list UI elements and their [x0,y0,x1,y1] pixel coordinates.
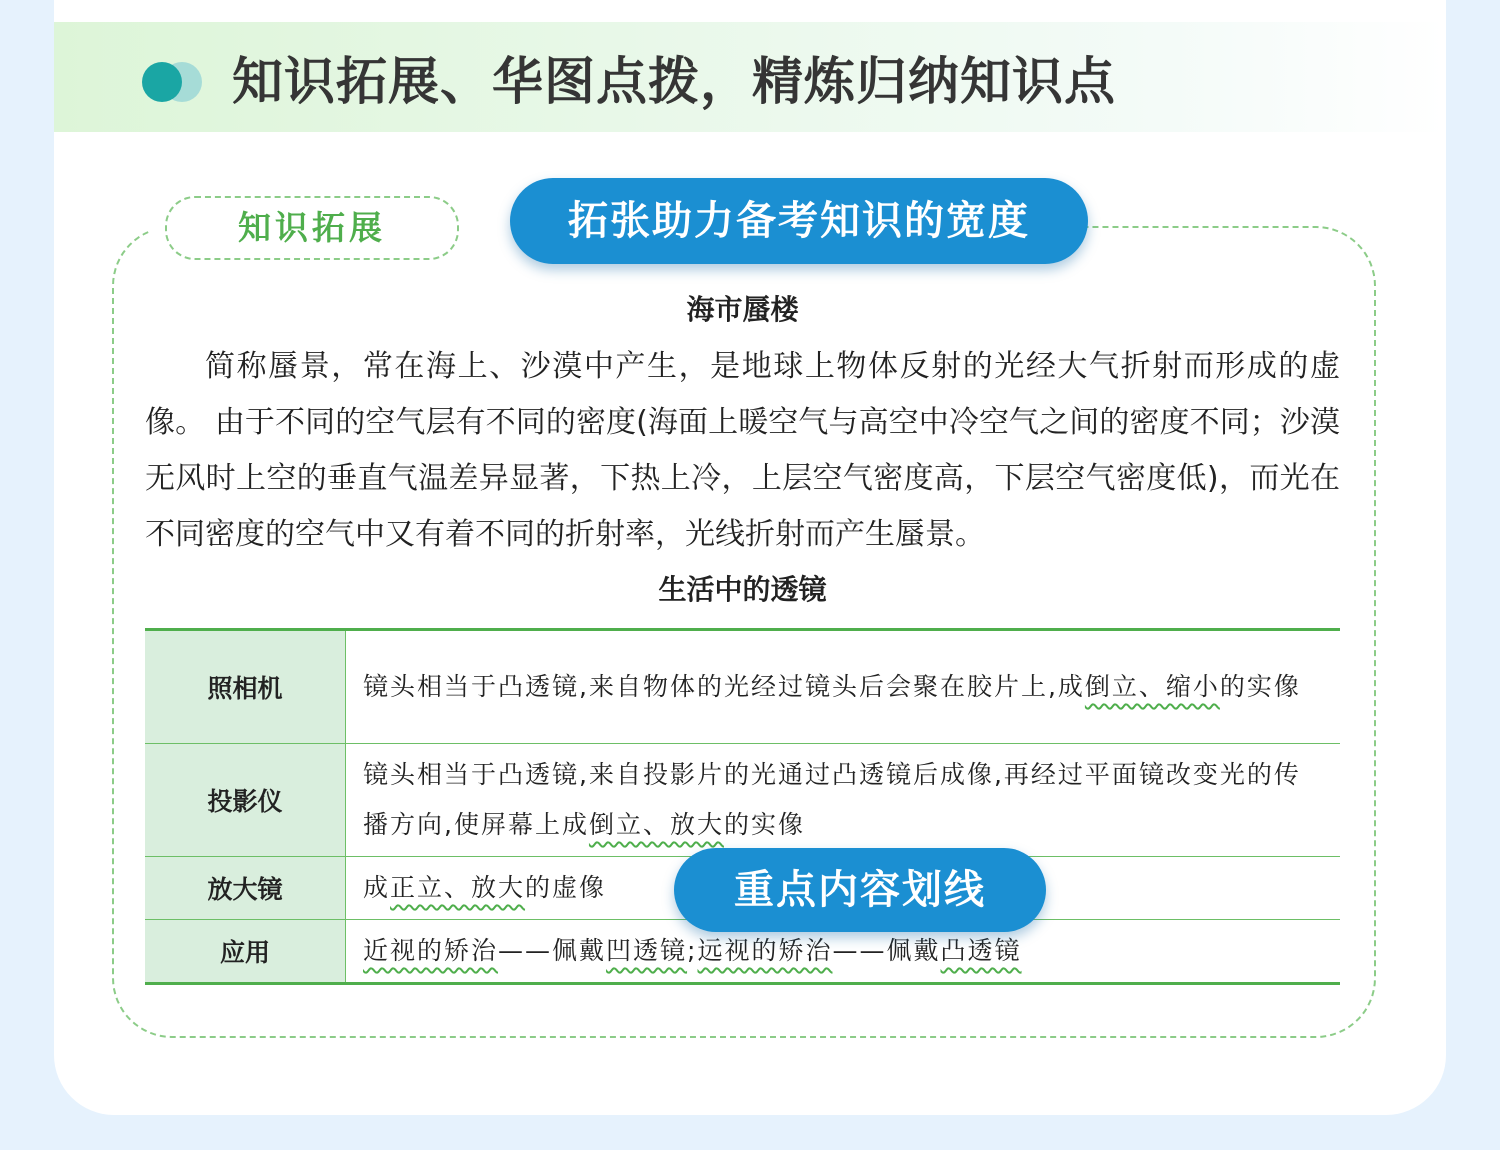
row-label: 放大镜 [145,857,346,920]
key-point-underline: 倒立、缩小 [1084,672,1220,701]
lens-title: 生活中的透镜 [658,573,827,606]
row-description [346,630,1341,744]
mirage-paragraph: 简称蜃景，常在海上、沙漠中产生，是地球上物体反射的光经大气折射而形成的虚像。 由于不同的空气层有不同的密度(海面上暖空气与高空中冷空气之间的密度不同；沙漠无风时上空的垂直气温差异显著，下热上冷，上层空气密度高，下层空气密度低)，而光在不同密度的空气中又有着不同的折射率，光线折射而产生蜃景。 [145,349,1340,552]
mirage-title: 海市蜃楼 [686,293,799,326]
page-title: 知识拓展、华图点拨，精炼归纳知识点 [232,53,1117,112]
desc-text: 镜头相当于凸透镜,来自物体的光经过镜头后会聚在胶片上,成 [363,672,1085,701]
row-description [346,744,1341,857]
key-point-underline: 正立、放大 [390,873,526,902]
callout-underline: 重点内容划线 [674,848,1046,932]
row-label: 投影仪 [145,744,346,857]
desc-text: 镜头相当于凸透镜,来自投影片的光通过凸透镜后成像,再经过平面镜改变光的传播方向,使屏幕上成 [363,760,1301,839]
header-dot-icon [142,62,182,102]
desc-text: 的实像 [723,810,805,839]
callout-width: 拓张助力备考知识的宽度 [510,178,1088,264]
desc-text: ——佩戴 [832,936,941,965]
table-row [145,630,1340,744]
key-point-underline: 凸透镜 [940,936,1022,965]
desc-text: ——佩戴 [498,936,607,965]
row-label: 应用 [145,920,346,984]
row-label: 照相机 [145,630,346,744]
desc-text: ; [687,936,698,965]
key-point-underline: 近视的矫治 [363,936,499,965]
section-tag: 知识拓展 [165,196,459,260]
key-point-underline: 倒立、放大 [588,810,724,839]
desc-text: 成 [363,873,391,902]
key-point-underline: 凹透镜 [606,936,688,965]
table-row [145,744,1340,857]
desc-text: 的实像 [1219,672,1301,701]
desc-text: 的虚像 [525,873,607,902]
key-point-underline: 远视的矫治 [697,936,833,965]
